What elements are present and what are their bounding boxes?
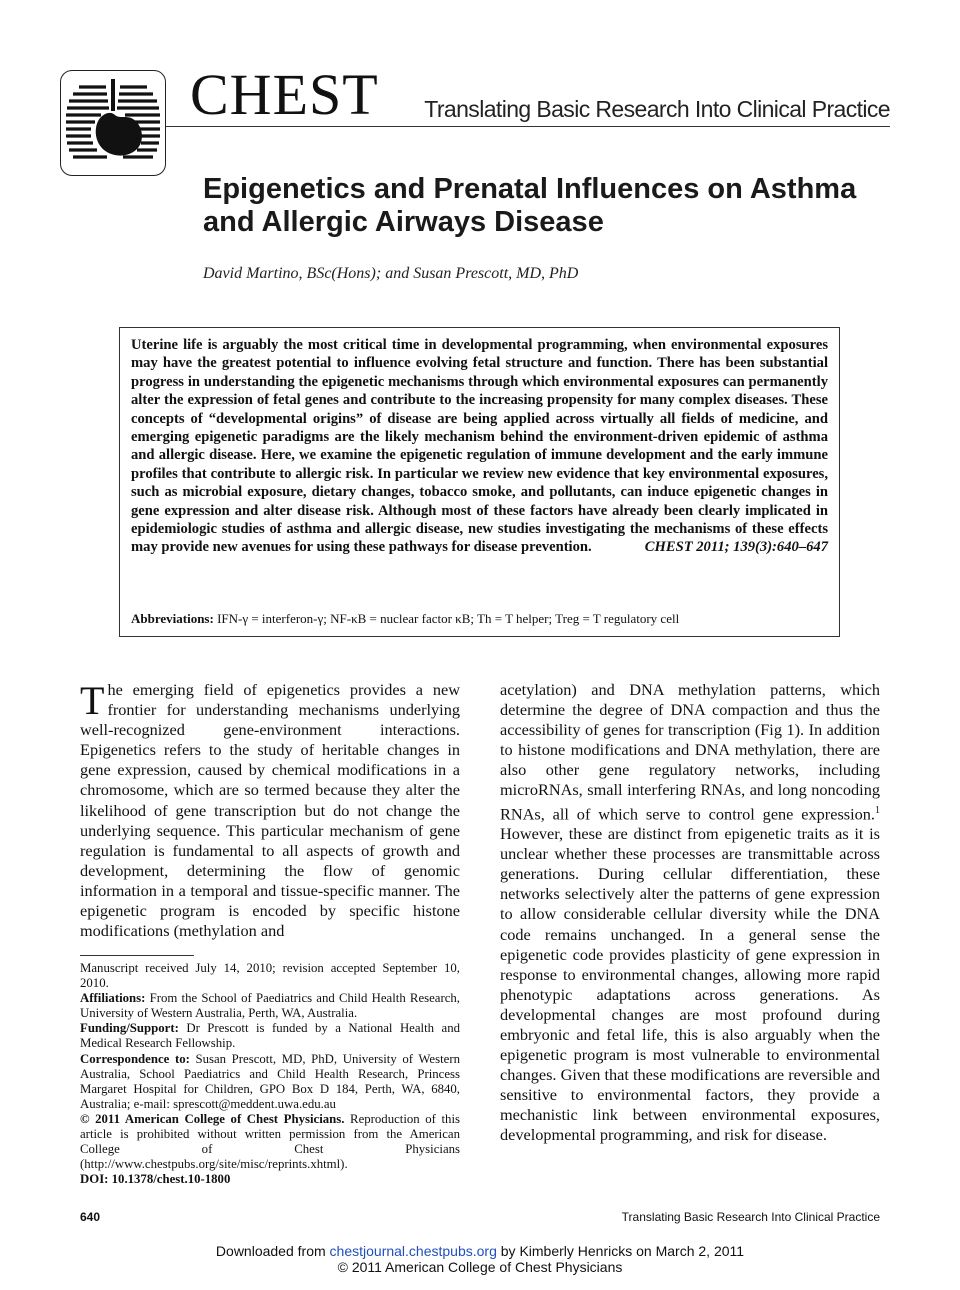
footnote-copyright	[80, 1112, 460, 1172]
journal-logo	[60, 70, 166, 176]
journal-name: CHEST	[190, 62, 379, 127]
body-column-2	[500, 680, 880, 1146]
reference-superscript: 1	[875, 804, 880, 816]
footnote-correspondence	[80, 1052, 460, 1112]
abbreviations	[131, 610, 828, 627]
drop-cap: T	[80, 678, 105, 723]
abstract-text: Uterine life is arguably the most critical time in developmental programming, when environmental exposures may have the greatest potential to influence evolving fetal structure and function. There has been substantial progress in understanding the epigenetic mechanisms through which environmental exposures can permanently alter the expression of fetal genes and contribute to the increasing propensity for many complex diseases. These concepts of “developmental origins” of disease are being applied across virtually all fields of medicine, and emerging epigenetic paradigms are the likely mechanism behind the environment-driven epidemic of asthma and allergic disease. Here, we examine the epigenetic regulation of immune development and the early immune profiles that contribute to allergic risk. In particular we review new evidence that key environmental exposures, such as microbial exposure, dietary changes, tobacco smoke, and pollutants, can induce epigenetic changes in gene expression and alter disease risk. Although most of these factors have already been clearly implicated in epidemiologic studies of asthma and allergic disease, new studies investigating the mechanisms of these effects may provide new avenues for using these pathways for disease prevention.	[131, 337, 828, 556]
copyright-text: Reproduction of this article is prohibited without written permission from the American College of Chest Physicians (http://www.chestpubs.org/site/misc/reprints.xhtml).	[80, 1111, 460, 1172]
page-number: 640	[80, 1210, 101, 1224]
header-rule	[166, 126, 890, 127]
footnote-funding	[80, 1021, 460, 1051]
abbreviations-text: IFN-γ = interferon-γ; NF-κB = nuclear factor κB; Th = T helper; Treg = T regulatory cell	[217, 611, 680, 626]
abbreviations-label: Abbreviations:	[131, 611, 214, 626]
download-suffix: by Kimberly Henricks on March 2, 2011	[500, 1243, 745, 1259]
funding-text: Dr Prescott is funded by a National Health and Medical Research Fellowship.	[80, 1021, 460, 1051]
download-notice	[0, 1243, 960, 1275]
footnote-received: Manuscript received July 14, 2010; revision accepted September 10, 2010.	[80, 961, 460, 991]
correspondence-text: Susan Prescott, MD, PhD, University of Western Australia, School Paediatrics and Child Health Research, Princess Margaret Hospital for Children, GPO Box D 184, Perth, WA, 6840, Australia; e-mail: sprescott@meddent.uwa.edu.au	[80, 1051, 460, 1111]
download-copyright: © 2011 American College of Chest Physicians	[337, 1259, 623, 1275]
footnote-doi	[80, 1172, 460, 1187]
download-link[interactable]: chestjournal.chestpubs.org	[329, 1243, 497, 1259]
article-authors: David Martino, BSc(Hons); and Susan Prescott, MD, PhD	[203, 265, 579, 282]
doi-value: 10.1378/chest.10-1800	[111, 1172, 231, 1187]
body-paragraph-2a: acetylation) and DNA methylation patterns, which determine the degree of DNA compaction and thus the accessibility of genes for transcription (Fig 1). In addition to histone modifications and DNA methylation, there are also other gene regulatory networks, including microRNAs, small interfering RNAs, and long noncoding RNAs, all of which serve to control gene expression.	[500, 680, 880, 823]
footnote-affiliations	[80, 991, 460, 1021]
running-footer: Translating Basic Research Into Clinical Practice	[621, 1210, 880, 1224]
body-paragraph-1: he emerging field of epigenetics provides a new frontier for understanding mechanisms underlying well-recognized gene-environment interactions. Epigenetics refers to the study of heritable changes in gene expression, caused by chemical modifications in a chromosome, which are so termed because they alter the likelihood of gene transcription but do not change the underlying sequence. This particular mechanism of gene regulation is fundamental to all aspects of growth and development, determining the flow of genomic information in a temporal and tissue-specific manner. The epigenetic program is encoded by specific histone modifications (methylation and	[80, 680, 460, 941]
abstract-citation: CHEST 2011; 139(3):640–647	[644, 539, 828, 556]
copyright-label: © 2011 American College of Chest Physicians.	[80, 1111, 345, 1126]
download-prefix: Downloaded from	[215, 1243, 326, 1259]
body-paragraph-2b: However, these are distinct from epigenetic traits as it is unclear whether these processes are transmittable across generations. During cellular differentiation, these networks selectively alter the patterns of gene expression to allow considerable cellular diversity while the DNA code remains unchanged. In a general sense the epigenetic code provides plasticity of gene expression in response to environmental changes, allowing more rapid phenotypic adaptations across generations. As developmental changes are most profound during embryonic and fetal life, this is also arguably when the epigenetic program is most vulnerable to environmental changes. Given that these modifications are reversible and sensitive to environmental factors, they provide a mechanistic link between environmental exposures, developmental programming, and risk for disease.	[500, 824, 880, 1145]
abstract	[131, 336, 828, 557]
affiliations-text: From the School of Paediatrics and Child Health Research, University of Western Australia, Perth, WA, Australia.	[80, 991, 461, 1021]
doi-label: DOI:	[80, 1172, 109, 1187]
affiliations-label: Affiliations:	[80, 991, 146, 1006]
correspondence-label: Correspondence to:	[80, 1051, 190, 1066]
journal-tagline: Translating Basic Research Into Clinical Practice	[424, 96, 890, 122]
footnote-rule	[80, 955, 194, 956]
article-footnotes	[80, 961, 460, 1187]
funding-label: Funding/Support:	[80, 1021, 179, 1036]
body-column-1	[80, 680, 460, 941]
article-title: Epigenetics and Prenatal Influences on Asthma and Allergic Airways Disease	[203, 173, 857, 238]
lungs-heart-icon	[61, 71, 165, 175]
